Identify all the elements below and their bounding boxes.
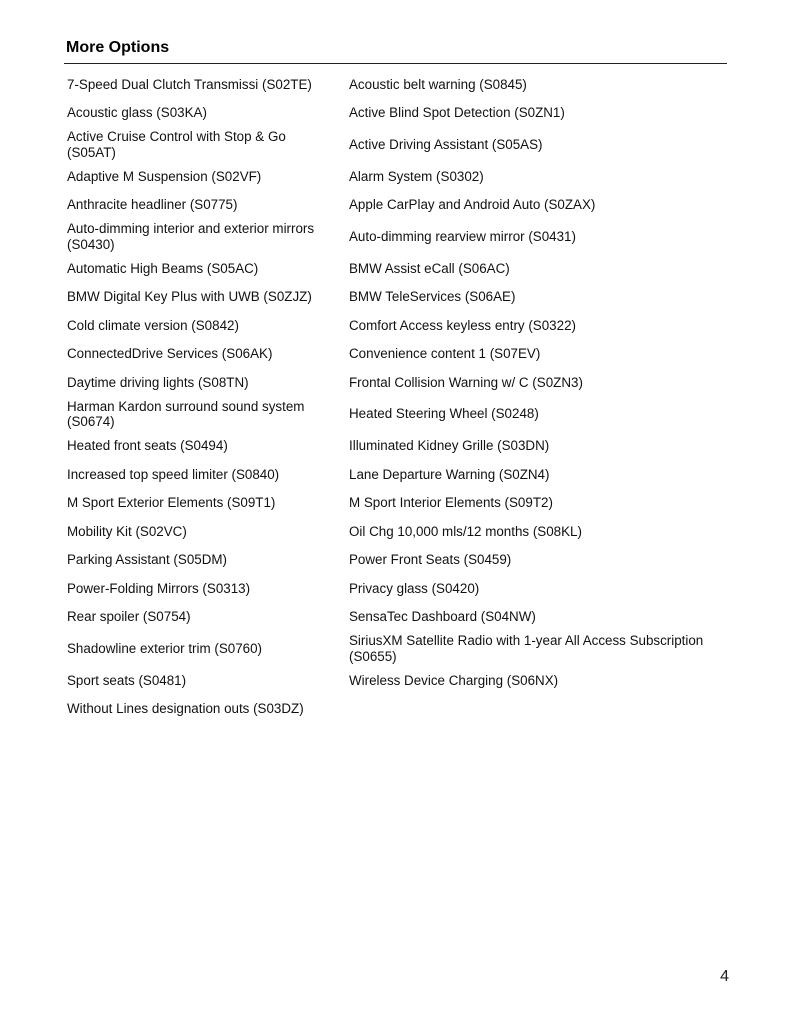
option-item: M Sport Exterior Elements (S09T1) [67,495,276,510]
option-item: M Sport Interior Elements (S09T2) [349,495,553,510]
option-item: Mobility Kit (S02VC) [67,523,187,539]
option-item: BMW Digital Key Plus with UWB (S0ZJZ) [67,289,312,304]
option-item: Active Cruise Control with Stop & Go (S05AT) [67,129,286,160]
option-item: Daytime driving lights (S08TN) [67,374,249,390]
option-item: Adaptive M Suspension (S02VF) [67,168,262,184]
option-item: Without Lines designation outs (S03DZ) [67,701,304,716]
option-item: 7-Speed Dual Clutch Transmissi (S02TE) [67,76,312,92]
option-item: Rear spoiler (S0754) [67,609,191,624]
option-item: Heated front seats (S0494) [67,438,228,453]
option-item: Lane Departure Warning (S0ZN4) [349,466,550,482]
option-item: Shadowline exterior trim (S0760) [67,640,262,656]
option-item: Sport seats (S0481) [67,672,187,688]
option-item: Acoustic glass (S03KA) [67,105,207,120]
option-item: Alarm System (S0302) [349,168,484,184]
option-item: Oil Chg 10,000 mls/12 months (S08KL) [349,523,582,539]
option-item: Illuminated Kidney Grille (S03DN) [349,438,550,453]
option-item: Wireless Device Charging (S06NX) [349,672,559,688]
option-item: Cold climate version (S0842) [67,317,239,333]
option-item: Power-Folding Mirrors (S0313) [67,580,251,596]
option-item: Harman Kardon surround sound system (S0674) [67,398,305,429]
option-item: ConnectedDrive Services (S06AK) [67,346,273,361]
option-item: Power Front Seats (S0459) [349,552,512,567]
option-item: Active Blind Spot Detection (S0ZN1) [349,105,565,120]
section-title: More Options [66,39,170,56]
option-item: Auto-dimming interior and exterior mirrors (S0430) [67,221,315,252]
option-item: SiriusXM Satellite Radio with 1-year All Access Subscription (S0655) [349,633,704,664]
option-item: BMW Assist eCall (S06AC) [349,260,510,276]
option-item: BMW TeleServices (S06AE) [349,289,516,304]
option-item: Increased top speed limiter (S0840) [67,466,280,482]
option-item: Heated Steering Wheel (S0248) [349,406,539,422]
option-item: Apple CarPlay and Android Auto (S0ZAX) [349,197,596,212]
option-item: Parking Assistant (S05DM) [67,552,228,567]
option-item: Privacy glass (S0420) [349,580,480,596]
option-item: Comfort Access keyless entry (S0322) [349,317,576,333]
option-item: SensaTec Dashboard (S04NW) [349,609,536,624]
option-item-empty [349,695,727,724]
page-number: 4 [720,968,729,985]
option-item: Frontal Collision Warning w/ C (S0ZN3) [349,374,583,390]
option-item: Anthracite headliner (S0775) [67,197,238,212]
option-item: Active Driving Assistant (S05AS) [349,136,543,152]
option-item: Automatic High Beams (S05AC) [67,260,259,276]
options-list [67,70,727,723]
option-item: Acoustic belt warning (S0845) [349,76,527,92]
option-item: Auto-dimming rearview mirror (S0431) [349,228,576,244]
option-item: Convenience content 1 (S07EV) [349,346,541,361]
title-divider [64,63,727,64]
